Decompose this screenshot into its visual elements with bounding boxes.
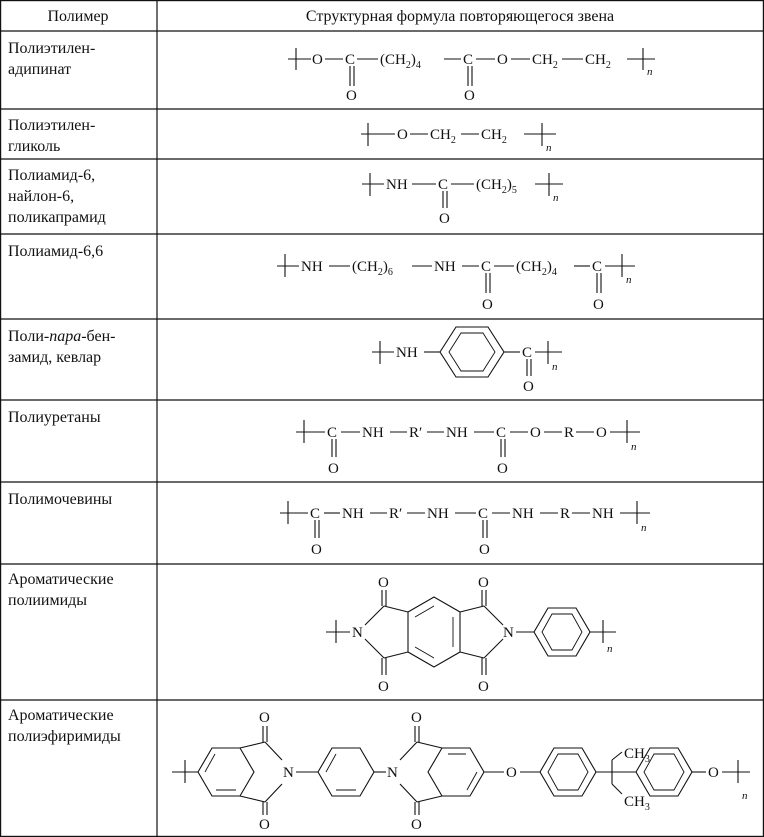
svg-text:O: O (328, 461, 339, 477)
formula-r3 (362, 173, 563, 227)
formula-r4 (277, 254, 635, 313)
header-polymer: Полимер (47, 8, 109, 25)
svg-text:CH3: $CH_3$ (624, 746, 650, 765)
svg-text:n: n (607, 643, 613, 655)
svg-text:(CH2)4: $(CH_2)_4$ (516, 259, 557, 278)
svg-text:C: C (345, 52, 356, 68)
svg-text:O: O (479, 542, 490, 558)
svg-text:O: O (478, 679, 489, 695)
svg-text:O: O (439, 211, 450, 227)
svg-text:n: n (631, 441, 637, 453)
svg-text:NH: NH (386, 177, 408, 193)
svg-text:NH: NH (342, 506, 364, 522)
formula-r1 (288, 48, 655, 104)
svg-text:R′: R′ (389, 506, 403, 522)
svg-text:CH2: $CH_2$ (585, 52, 611, 71)
svg-text:O: O (411, 817, 422, 833)
svg-text:R: R (564, 425, 575, 441)
svg-text:n: n (552, 361, 558, 373)
formula-r9 (172, 710, 750, 833)
svg-text:N: N (503, 625, 514, 641)
svg-text:O: O (378, 575, 389, 591)
svg-text:O: O (259, 710, 270, 726)
name-r7-l1: Полимочевины (8, 491, 113, 508)
svg-text:O: O (708, 765, 719, 781)
svg-text:C: C (478, 506, 489, 522)
svg-text:O: O (346, 88, 357, 104)
svg-text:O: O (378, 679, 389, 695)
svg-text:NH: NH (512, 506, 534, 522)
svg-text:CH2: $CH_2$ (532, 52, 558, 71)
svg-text:N: N (387, 765, 398, 781)
svg-text:(CH2)5: $(CH_2)_5$ (476, 177, 517, 196)
svg-text:C: C (327, 425, 338, 441)
svg-text:n: n (626, 274, 632, 286)
svg-text:NH: NH (434, 259, 456, 275)
svg-text:O: O (506, 765, 517, 781)
svg-text:NH: NH (396, 345, 418, 361)
svg-text:O: O (478, 575, 489, 591)
formula-r8 (326, 575, 616, 695)
name-r5-l2: замид, кевлар (8, 349, 102, 366)
svg-text:n: n (647, 66, 653, 78)
svg-text:CH2: $CH_2$ (481, 127, 507, 146)
svg-text:O: O (523, 379, 534, 395)
name-r4-l1: Полиамид-6,6 (8, 243, 104, 260)
svg-text:O: O (411, 710, 422, 726)
name-r3-l3: поликапрамид (8, 209, 106, 226)
svg-text:NH: NH (427, 506, 449, 522)
name-r9-l2: полиэфиримиды (8, 728, 121, 745)
name-r5-l1: Поли-пара-бен- (8, 328, 116, 345)
svg-text:(CH2)4: $(CH_2)_4$ (380, 52, 421, 71)
svg-text:C: C (522, 345, 533, 361)
formula-r7 (280, 501, 650, 558)
svg-text:O: O (312, 52, 323, 68)
name-r1-l1: Полиэтилен- (8, 40, 96, 57)
header-formula: Структурная формула повторяющегося звена (305, 8, 615, 25)
name-r2-l2: гликоль (8, 138, 61, 155)
name-r2-l1: Полиэтилен- (8, 117, 96, 134)
svg-text:NH: NH (446, 425, 468, 441)
svg-text:C: C (438, 177, 449, 193)
polymer-names (8, 40, 121, 745)
svg-text:NH: NH (362, 425, 384, 441)
name-r8-l1: Ароматические (8, 571, 114, 588)
name-r9-l1: Ароматические (8, 707, 114, 724)
name-r3-l1: Полиамид-6, (8, 167, 96, 184)
svg-text:O: O (464, 88, 475, 104)
svg-text:O: O (530, 425, 541, 441)
svg-text:C: C (481, 259, 492, 275)
svg-text:C: C (310, 506, 321, 522)
svg-text:n: n (742, 790, 748, 802)
name-r3-l2: найлон-6, (8, 188, 75, 205)
svg-text:C: C (592, 259, 603, 275)
svg-text:n: n (641, 522, 647, 534)
svg-text:R: R (560, 506, 571, 522)
name-r1-l2: адипинат (8, 61, 72, 78)
svg-text:(CH2)6: $(CH_2)_6$ (352, 259, 393, 278)
svg-text:CH2: $CH_2$ (430, 127, 456, 146)
svg-text:O: O (397, 127, 408, 143)
svg-text:C: C (496, 425, 507, 441)
svg-text:O: O (482, 297, 493, 313)
name-r8-l2: полиимиды (8, 592, 88, 609)
svg-text:N: N (283, 765, 294, 781)
svg-text:NH: NH (301, 259, 323, 275)
svg-text:O: O (259, 817, 270, 833)
svg-text:O: O (311, 542, 322, 558)
svg-text:n: n (546, 142, 552, 154)
svg-text:R′: R′ (409, 425, 423, 441)
svg-text:CH3: $CH_3$ (624, 794, 650, 813)
formula-r6 (296, 420, 640, 477)
formula-r5 (372, 327, 562, 395)
svg-text:O: O (596, 425, 607, 441)
name-r6-l1: Полиуретаны (8, 409, 101, 426)
svg-text:O: O (593, 297, 604, 313)
formula-r2 (361, 123, 556, 154)
svg-text:N: N (352, 625, 363, 641)
svg-text:O: O (497, 52, 508, 68)
svg-text:O: O (497, 461, 508, 477)
svg-text:NH: NH (592, 506, 614, 522)
svg-text:C: C (463, 52, 474, 68)
svg-text:n: n (553, 192, 559, 204)
